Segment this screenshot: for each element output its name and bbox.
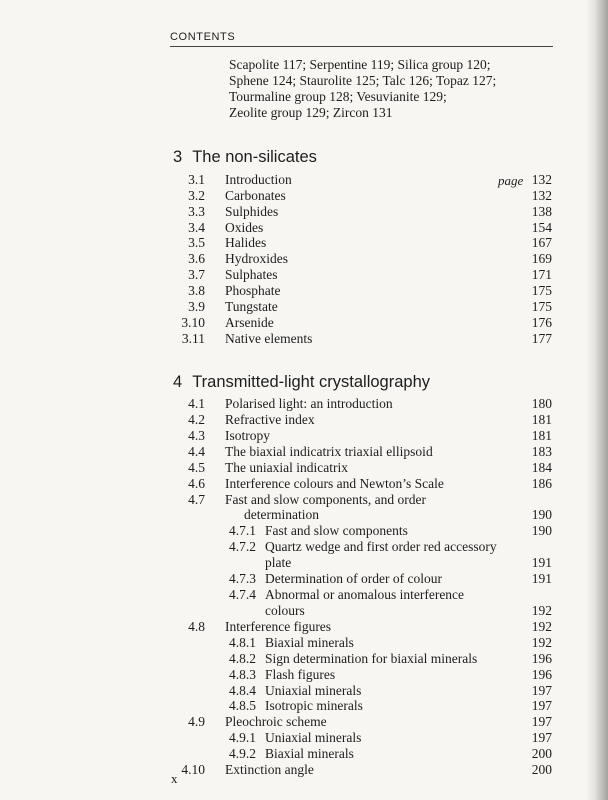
page-number: 197 (531, 730, 552, 746)
page-number: x (171, 771, 178, 786)
page-number: 132 (531, 187, 552, 203)
page-number: 180 (531, 396, 552, 411)
page-number: 196 (531, 666, 552, 682)
section-number: 4.2 (188, 411, 205, 427)
section-title: Determination of order of colour (265, 571, 442, 587)
toc-entry (0, 412, 552, 428)
page-number: 197 (531, 698, 552, 714)
section-number: 4.9.1 (229, 730, 256, 746)
section-title: Abnormal or anomalous interference (265, 587, 465, 603)
page-number: 167 (531, 235, 552, 251)
toc-entry (0, 539, 552, 555)
page-number: 191 (531, 571, 552, 587)
page-number: 200 (531, 762, 552, 778)
chapter-number: 4 (173, 373, 183, 391)
section-number: 4.3 (188, 427, 205, 443)
section-number: 4.5 (188, 459, 205, 475)
section-number: 3.5 (188, 235, 205, 251)
toc-entry (0, 683, 552, 699)
section-title: Hydroxides (225, 251, 288, 267)
section-title: Interference figures (225, 618, 332, 634)
toc-entry (0, 714, 552, 730)
section-number: 4.8.1 (229, 634, 256, 650)
section-title: Fast and slow components (265, 523, 408, 539)
page-number: 177 (531, 330, 552, 346)
page-number: 181 (531, 411, 552, 427)
toc-entry (0, 331, 552, 347)
section-title: Interference colours and Newton’s Scale (225, 475, 444, 491)
toc-entry (0, 746, 552, 762)
page-number: 197 (531, 714, 552, 730)
section-title: Phosphate (225, 282, 281, 298)
section-number: 4.10 (181, 762, 205, 778)
page-number: 175 (531, 298, 552, 314)
section-number: 3.7 (188, 267, 205, 283)
page-number: 191 (531, 555, 552, 571)
toc-entry (0, 555, 552, 571)
page-number: 190 (531, 507, 552, 523)
toc-entry (0, 603, 552, 619)
section-title: colours (265, 602, 305, 618)
section-title: Carbonates (225, 187, 286, 203)
page-number: 196 (531, 650, 552, 666)
toc-entry (0, 460, 552, 476)
toc-entry (0, 507, 552, 523)
running-head: CONTENTS (170, 31, 236, 43)
toc-entry (0, 396, 552, 412)
section-number: 4.7.2 (229, 539, 256, 555)
section-title: Biaxial minerals (265, 634, 354, 650)
section-number: 3.8 (188, 282, 205, 298)
page-number: 186 (531, 475, 552, 491)
page-number: 154 (531, 219, 552, 235)
page-number: 192 (531, 634, 552, 650)
page-number: 171 (531, 267, 552, 283)
section-title: Pleochroic scheme (225, 714, 327, 730)
section-number: 4.8.4 (229, 682, 256, 698)
chapter-heading (173, 148, 317, 167)
toc-entry (0, 204, 552, 220)
toc-entry (0, 188, 552, 204)
page-number: 138 (531, 203, 552, 219)
section-title: Biaxial minerals (265, 746, 354, 762)
toc-entry (0, 220, 552, 236)
page-number: 192 (531, 602, 552, 618)
toc-entry (0, 619, 552, 635)
section-number: 3.2 (188, 187, 205, 203)
toc-entry (0, 315, 552, 331)
header-rule (170, 46, 553, 47)
section-number: 4.9 (188, 714, 205, 730)
section-number: 4.8.2 (229, 650, 256, 666)
page-number: 192 (531, 618, 552, 634)
chapter-title: The non-silicates (192, 148, 317, 166)
page-number: 197 (531, 682, 552, 698)
section-title: Extinction angle (225, 762, 314, 778)
toc-entry (0, 476, 552, 492)
section-number: 4.6 (188, 475, 205, 491)
toc-entry (0, 523, 552, 539)
continued-line: Zeolite group 129; Zircon 131 (229, 105, 393, 120)
chapter-number: 3 (173, 148, 183, 166)
toc-entry (0, 172, 552, 188)
toc-entry (0, 283, 552, 299)
toc-entry (0, 492, 552, 508)
section-title: plate (265, 555, 292, 571)
section-title: Sulphates (225, 267, 278, 283)
page-number: 132 (531, 172, 552, 187)
section-title: Isotropic minerals (265, 698, 363, 714)
section-title: Introduction (225, 172, 292, 187)
section-title: Fast and slow components, and order (225, 491, 426, 507)
section-title: Quartz wedge and first order red accessory (265, 539, 497, 555)
section-title: Polarised light: an introduction (225, 396, 393, 411)
chapter-heading (173, 373, 430, 392)
section-number: 4.9.2 (229, 746, 256, 762)
page-column-label: page (498, 173, 524, 188)
section-number: 4.1 (188, 396, 205, 411)
toc-entry (0, 571, 552, 587)
section-number: 4.7.1 (229, 523, 256, 539)
section-title: The uniaxial indicatrix (225, 459, 348, 475)
continued-line: Tourmaline group 128; Vesuvianite 129; (229, 89, 447, 104)
toc-entry (0, 698, 552, 714)
page-number: 181 (531, 427, 552, 443)
toc-entry (0, 651, 552, 667)
page-number: 184 (531, 459, 552, 475)
toc-entry (0, 267, 552, 283)
section-title: Uniaxial minerals (265, 682, 362, 698)
toc-entry (0, 587, 552, 603)
page-number: 190 (531, 523, 552, 539)
toc-entry (0, 299, 552, 315)
page-number: 175 (531, 282, 552, 298)
section-title: Sulphides (225, 203, 279, 219)
section-title: Uniaxial minerals (265, 730, 362, 746)
section-title: The biaxial indicatrix triaxial ellipsoid (225, 443, 433, 459)
section-title: Oxides (225, 219, 264, 235)
section-title: Tungstate (225, 298, 278, 314)
section-number: 4.7 (188, 491, 205, 507)
toc-entry (0, 635, 552, 651)
continued-line: Scapolite 117; Serpentine 119; Silica group 120; (229, 57, 491, 72)
section-number: 3.1 (188, 172, 205, 187)
section-number: 3.10 (181, 314, 205, 330)
section-number: 3.9 (188, 298, 205, 314)
page-edge-shadow (586, 0, 608, 800)
page-number: 169 (531, 251, 552, 267)
section-title: Halides (225, 235, 267, 251)
section-number: 3.3 (188, 203, 205, 219)
chapter-title: Transmitted-light crystallography (192, 373, 430, 391)
section-number: 4.8 (188, 618, 205, 634)
section-title: Arsenide (225, 314, 274, 330)
toc-entry (0, 730, 552, 746)
toc-entry (0, 667, 552, 683)
section-number: 4.8.5 (229, 698, 256, 714)
toc-entry (0, 444, 552, 460)
section-title: Isotropy (225, 427, 270, 443)
section-title: determination (244, 507, 319, 523)
section-number: 4.8.3 (229, 666, 256, 682)
page-number: 183 (531, 443, 552, 459)
toc-entry (0, 428, 552, 444)
page-number: 176 (531, 314, 552, 330)
toc-entry (0, 235, 552, 251)
page-number: 200 (531, 746, 552, 762)
section-number: 3.6 (188, 251, 205, 267)
continued-line: Sphene 124; Staurolite 125; Talc 126; Topaz 127; (229, 73, 497, 88)
section-number: 4.7.3 (229, 571, 256, 587)
toc-entry (0, 762, 552, 778)
section-title: Flash figures (265, 666, 336, 682)
section-title: Refractive index (225, 411, 315, 427)
section-title: Sign determination for biaxial minerals (265, 650, 478, 666)
section-number: 4.7.4 (229, 587, 256, 603)
section-title: Native elements (225, 330, 313, 346)
section-number: 4.4 (188, 443, 205, 459)
toc-entry (0, 251, 552, 267)
section-number: 3.11 (181, 330, 205, 346)
section-number: 3.4 (188, 219, 205, 235)
